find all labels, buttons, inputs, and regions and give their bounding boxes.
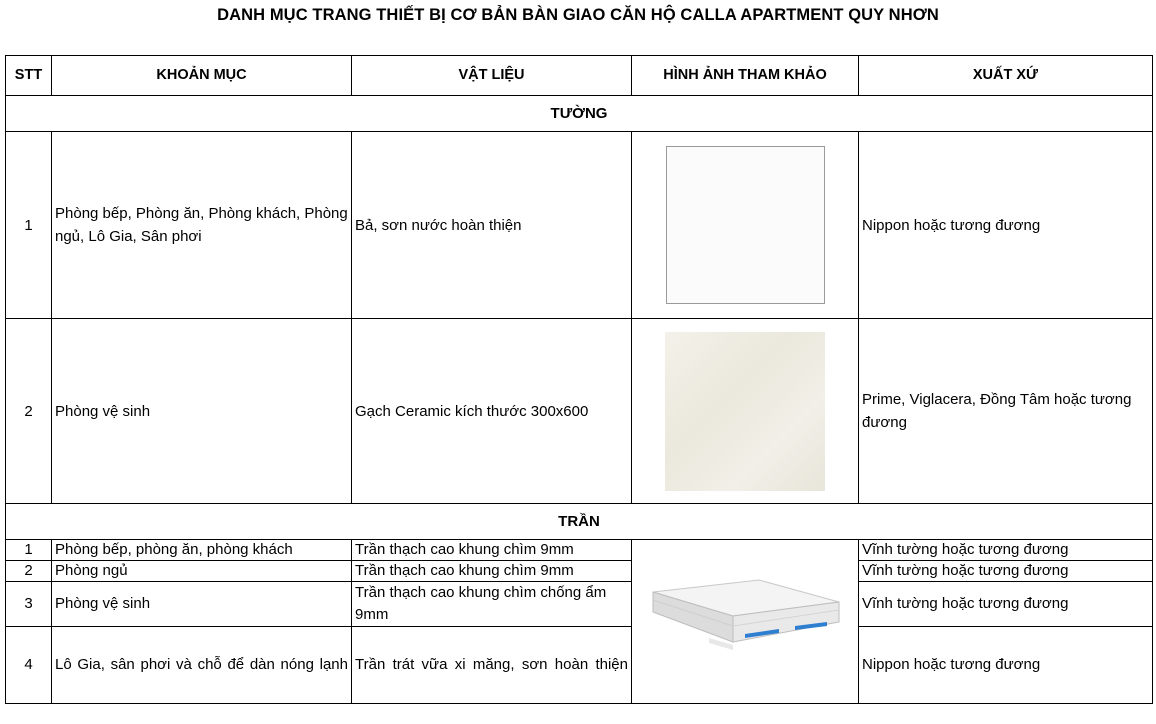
origin-cell: Prime, Viglacera, Đồng Tâm hoặc tương đương bbox=[859, 319, 1153, 504]
material-cell: Trần thạch cao khung chìm 9mm bbox=[352, 561, 632, 582]
stt-cell: 2 bbox=[6, 561, 52, 582]
image-cell bbox=[632, 132, 859, 319]
section-title-ceiling: TRẦN bbox=[6, 504, 1153, 540]
section-row-wall bbox=[6, 96, 1153, 132]
origin-cell: Vĩnh tường hoặc tương đương bbox=[859, 582, 1153, 627]
origin-cell: Vĩnh tường hoặc tương đương bbox=[859, 561, 1153, 582]
material-cell: Trần thạch cao khung chìm 9mm bbox=[352, 540, 632, 561]
stt-cell: 4 bbox=[6, 627, 52, 704]
header-material: VẬT LIỆU bbox=[352, 56, 632, 96]
item-cell: Phòng bếp, phòng ăn, phòng khách bbox=[52, 540, 352, 561]
stt-cell: 1 bbox=[6, 540, 52, 561]
material-cell: Bả, sơn nước hoàn thiện bbox=[352, 132, 632, 319]
image-cell bbox=[632, 319, 859, 504]
header-row bbox=[6, 56, 1153, 96]
item-cell: Phòng vệ sinh bbox=[52, 319, 352, 504]
table-row bbox=[6, 582, 1153, 627]
document-title: DANH MỤC TRANG THIẾT BỊ CƠ BẢN BÀN GIAO CĂN HỘ CALLA APARTMENT QUY NHƠN bbox=[217, 6, 939, 24]
header-origin: XUẤT XỨ bbox=[859, 56, 1153, 96]
origin-cell: Vĩnh tường hoặc tương đương bbox=[859, 540, 1153, 561]
gypsum-board-image bbox=[649, 578, 841, 666]
material-cell: Trần trát vữa xi măng, sơn hoàn thiện bbox=[352, 627, 632, 704]
section-title-wall: TƯỜNG bbox=[6, 96, 1153, 132]
material-cell: Gạch Ceramic kích thước 300x600 bbox=[352, 319, 632, 504]
material-cell: Trần thạch cao khung chìm chống ẩm 9mm bbox=[352, 582, 632, 627]
stt-cell: 2 bbox=[6, 319, 52, 504]
item-cell: Phòng bếp, Phòng ăn, Phòng khách, Phòng ngủ, Lô Gia, Sân phơi bbox=[52, 132, 352, 319]
header-image: HÌNH ẢNH THAM KHẢO bbox=[632, 56, 859, 96]
origin-cell: Nippon hoặc tương đương bbox=[859, 132, 1153, 319]
table-row bbox=[6, 540, 1153, 561]
item-cell: Lô Gia, sân phơi và chỗ để dàn nóng lạnh bbox=[52, 627, 352, 704]
item-cell: Phòng vệ sinh bbox=[52, 582, 352, 627]
table-row bbox=[6, 561, 1153, 582]
stt-cell: 1 bbox=[6, 132, 52, 319]
header-item: KHOẢN MỤC bbox=[52, 56, 352, 96]
ceramic-tile-sample-image bbox=[665, 332, 825, 491]
table-row bbox=[6, 627, 1153, 704]
table-row bbox=[6, 319, 1153, 504]
table-row bbox=[6, 132, 1153, 319]
image-cell bbox=[632, 540, 859, 704]
section-row-ceiling bbox=[6, 504, 1153, 540]
stt-cell: 3 bbox=[6, 582, 52, 627]
white-paint-sample-image bbox=[666, 146, 825, 304]
origin-cell: Nippon hoặc tương đương bbox=[859, 627, 1153, 704]
equipment-table bbox=[5, 55, 1153, 704]
header-stt: STT bbox=[6, 56, 52, 96]
item-cell: Phòng ngủ bbox=[52, 561, 352, 582]
